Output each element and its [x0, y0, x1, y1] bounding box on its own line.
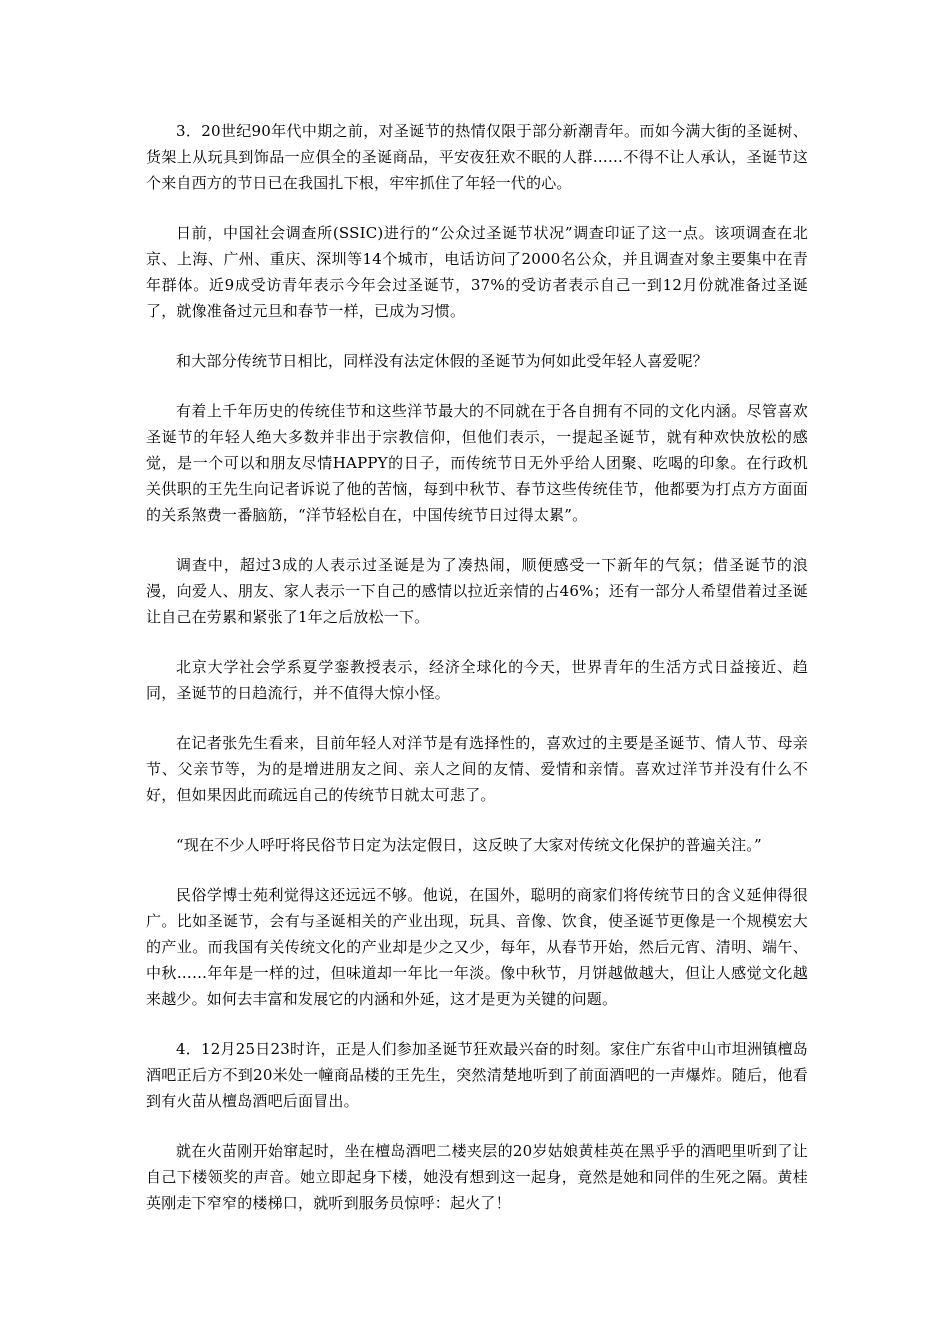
paragraph-3: 和大部分传统节日相比，同样没有法定休假的圣诞节为何如此受年轻人喜爱呢？ [176, 352, 709, 370]
paragraph-7: 在记者张先生看来，目前年轻人对洋节是有选择性的，喜欢过的主要是圣诞节、情人节、母亲节、父亲节等，为的是增进朋友之间、亲人之间的友情、爱情和亲情。喜欢过洋节并没有什么不好，但如果因此而疏远自己的传统节日就太可悲了。 [146, 734, 808, 804]
paragraph-4: 有着上千年历史的传统佳节和这些洋节最大的不同就在于各自拥有不同的文化内涵。尽管喜欢圣诞节的年轻人绝大多数并非出于宗教信仰，但他们表示，一提起圣诞节，就有种欢快放松的感觉，是一个可以和朋友尽情HAPPY的日子，而传统节日无外乎给人团聚、吃喝的印象。在行政机关供职的王先生向记者诉说了他的苦恼，每到中秋节、春节这些传统佳节，他都要为打点方方面面的关系煞费一番脑筋，“洋节轻松自在，中国传统节日过得太累”。 [146, 402, 808, 524]
paragraph-10: 4．12月25日23时许，正是人们参加圣诞节狂欢最兴奋的时刻。家住广东省中山市坦洲镇檀岛酒吧正后方不到20米处一幢商品楼的王先生，突然清楚地听到了前面酒吧的一声爆炸。随后，他看到有火苗从檀岛酒吧后面冒出。 [146, 1040, 808, 1110]
paragraph-8: “现在不少人呼吁将民俗节日定为法定假日，这反映了大家对传统文化保护的普遍关注。” [176, 836, 762, 854]
paragraph-1: 3．20世纪90年代中期之前，对圣诞节的热情仅限于部分新潮青年。而如今满大街的圣诞树、货架上从玩具到饰品一应俱全的圣诞商品，平安夜狂欢不眠的人群……不得不让人承认，圣诞节这个来自西方的节日已在我国扎下根，牢牢抓住了年轻一代的心。 [146, 122, 808, 192]
paragraph-2: 日前，中国社会调查所(SSIC)进行的“公众过圣诞节状况”调查印证了这一点。该项调查在北京、上海、广州、重庆、深圳等14个城市，电话访问了2000名公众，并且调查对象主要集中在青年群体。近9成受访青年表示今年会过圣诞节，37%的受访者表示自己一到12月份就准备过圣诞了，就像准备过元旦和春节一样，已成为习惯。 [146, 224, 808, 320]
paragraph-9: 民俗学博士苑利觉得这还远远不够。他说，在国外，聪明的商家们将传统节日的含义延伸得很广。比如圣诞节，会有与圣诞相关的产业出现，玩具、音像、饮食，使圣诞节更像是一个规模宏大的产业。而我国有关传统文化的产业却是少之又少，每年，从春节开始，然后元宵、清明、端午、中秋……年年是一样的过，但味道却一年比一年淡。像中秋节，月饼越做越大，但让人感觉文化越来越少。如何去丰富和发展它的内涵和外延，这才是更为关键的问题。 [146, 886, 808, 1008]
paragraph-6: 北京大学社会学系夏学銮教授表示，经济全球化的今天，世界青年的生活方式日益接近、趋同，圣诞节的日趋流行，并不值得大惊小怪。 [146, 658, 808, 702]
paragraph-5: 调查中，超过3成的人表示过圣诞是为了凑热闹，顺便感受一下新年的气氛；借圣诞节的浪漫，向爱人、朋友、家人表示一下自己的感情以拉近亲情的占46%；还有一部分人希望借着过圣诞让自己在劳累和紧张了1年之后放松一下。 [146, 556, 808, 626]
document-page [146, 118, 808, 1240]
paragraph-11: 就在火苗刚开始窜起时，坐在檀岛酒吧二楼夹层的20岁姑娘黄桂英在黑乎乎的酒吧里听到了让自己下楼领奖的声音。她立即起身下楼，她没有想到这一起身，竟然是她和同伴的生死之隔。黄桂英刚走下窄窄的楼梯口，就听到服务员惊呼：起火了！ [146, 1142, 808, 1212]
